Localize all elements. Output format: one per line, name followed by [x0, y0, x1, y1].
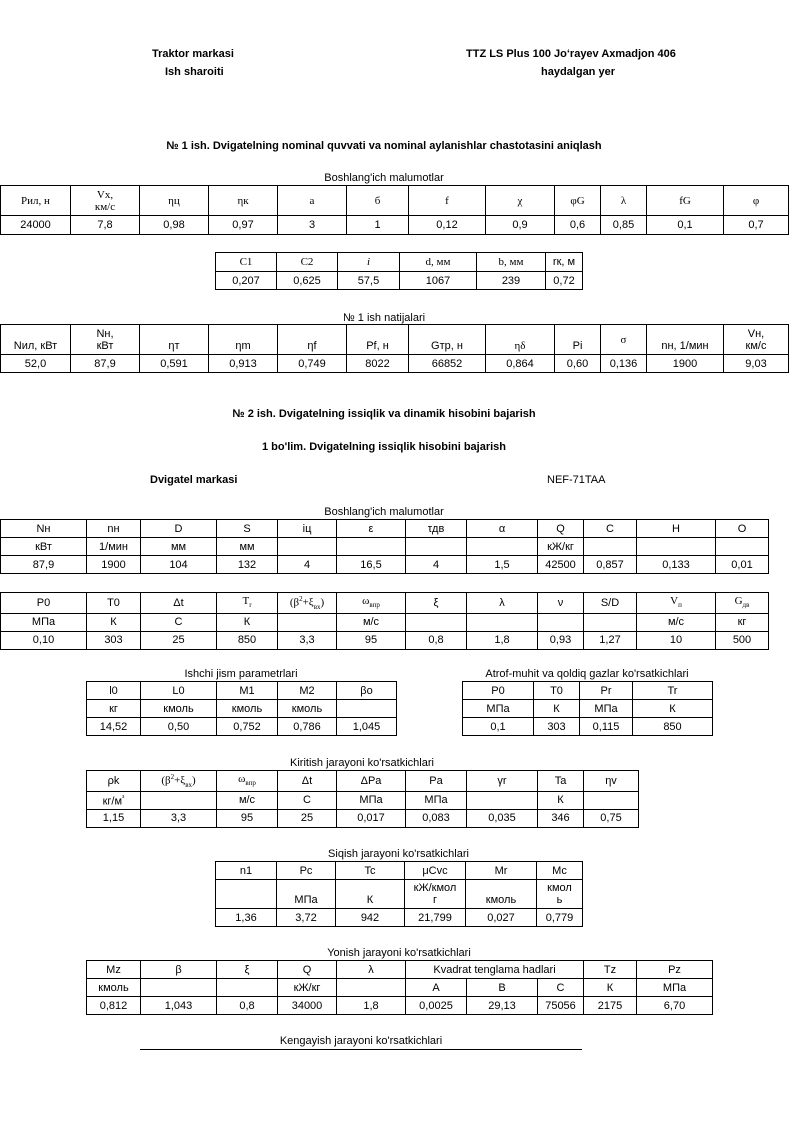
hdr: Tr [633, 682, 713, 700]
expansion-underline [140, 1049, 582, 1050]
unit: МПа [637, 979, 713, 997]
unit: кмоль [217, 700, 278, 718]
hdr: ε [337, 520, 406, 538]
unit-row [1, 613, 769, 631]
cell: 1,15 [87, 809, 141, 827]
cell: 303 [87, 631, 141, 649]
intake-caption: Kiritish jarayoni ko'rsatkichlari [290, 757, 434, 769]
hdr: C [584, 520, 637, 538]
cell: 14,52 [87, 718, 141, 736]
hdr: Q [538, 520, 584, 538]
unit: МПа [463, 700, 534, 718]
hdr-c1: C1 [216, 253, 277, 272]
cell: 3 [278, 216, 347, 235]
expansion-caption: Kengayish jarayoni ko'rsatkichlari [279, 1035, 443, 1047]
hdr: Pc [277, 862, 336, 880]
hdr: βo [337, 682, 397, 700]
cell: 24000 [1, 216, 71, 235]
cell: 0,115 [580, 718, 633, 736]
unit [278, 613, 337, 631]
unit: кмол ь [537, 880, 583, 909]
cell: 95 [337, 631, 406, 649]
hdr-gtr: Gтр, н [409, 325, 486, 355]
cell: 0,027 [466, 909, 537, 927]
hdr-etak: ηк [209, 186, 278, 216]
hdr: nн [87, 520, 141, 538]
cell: 0,1 [463, 718, 534, 736]
cell: 0,75 [584, 809, 639, 827]
cell: 0,133 [637, 556, 716, 574]
cell: 16,5 [337, 556, 406, 574]
unit: C [538, 979, 584, 997]
cell: 1900 [87, 556, 141, 574]
work1-results-table [0, 324, 789, 373]
value-row [1, 216, 789, 235]
work1-coef-table [215, 252, 583, 290]
unit [584, 538, 637, 556]
cell: 0,60 [555, 355, 601, 373]
unit: кг [716, 613, 769, 631]
unit: МПа [277, 880, 336, 909]
cell: 850 [633, 718, 713, 736]
cell: 29,13 [467, 997, 538, 1015]
cell: 0,93 [538, 631, 584, 649]
cell: 0,812 [87, 997, 141, 1015]
unit-row [216, 880, 583, 909]
hdr-t0: T0 [87, 593, 141, 614]
value-row [1, 355, 789, 373]
hdr-etam: ηm [209, 325, 278, 355]
cell: 0,749 [278, 355, 347, 373]
hdr-vx: Vx, км/с [71, 186, 140, 216]
unit: м/с [217, 791, 278, 809]
cell: 10 [637, 631, 716, 649]
hdr-dt: Δt [278, 771, 337, 792]
value-row [1, 556, 769, 574]
combustion-caption: Yonish jarayoni ko'rsatkichlari [327, 947, 471, 959]
hdr: τдв [406, 520, 467, 538]
hdr-nn: Nн, кВт [71, 325, 140, 355]
unit [467, 791, 538, 809]
hdr: α [467, 520, 538, 538]
cell: 4 [278, 556, 337, 574]
cell: 1067 [400, 272, 477, 290]
header-row [216, 862, 583, 880]
unit-row [87, 791, 639, 809]
tractor-label: Traktor markasi [152, 48, 234, 60]
cell: 0,01 [716, 556, 769, 574]
header-row [87, 771, 639, 792]
hdr-d: d, мм [400, 253, 477, 272]
unit: кмоль [466, 880, 537, 909]
unit: мм [217, 538, 278, 556]
cell: 3,3 [278, 631, 337, 649]
hdr: ξ [217, 961, 278, 979]
hdr-pa: Pa [406, 771, 467, 792]
unit: МПа [337, 791, 406, 809]
cell: 0,12 [409, 216, 486, 235]
hdr: Mr [466, 862, 537, 880]
unit [467, 613, 538, 631]
unit-row [1, 538, 769, 556]
unit [217, 979, 278, 997]
unit: К [584, 979, 637, 997]
compression-caption: Siqish jarayoni ko'rsatkichlari [328, 848, 469, 860]
cell: 1,27 [584, 631, 637, 649]
cell: 1,043 [141, 997, 217, 1015]
unit: м/с [637, 613, 716, 631]
hdr-phig: φG [555, 186, 601, 216]
cell: 6,70 [637, 997, 713, 1015]
cell: 0,10 [1, 631, 87, 649]
hdr: M2 [278, 682, 337, 700]
engine-value: NEF-71TAA [547, 474, 606, 486]
unit: К [217, 613, 278, 631]
working-body-table [86, 681, 397, 736]
cell: 0,6 [555, 216, 601, 235]
work2-table-b [0, 592, 769, 650]
cell: 1,8 [467, 631, 538, 649]
hdr: P0 [463, 682, 534, 700]
hdr-nu: ν [538, 593, 584, 614]
condition-label: Ish sharoiti [165, 66, 224, 78]
cell: 87,9 [71, 355, 140, 373]
hdr-tr: $T_r$ [217, 593, 278, 614]
unit [216, 880, 277, 909]
cell: 1,045 [337, 718, 397, 736]
environment-caption: Atrof-muhit va qoldiq gazlar ko'rsatkichlari [485, 668, 689, 680]
cell: 1,5 [467, 556, 538, 574]
hdr-c2: C2 [277, 253, 338, 272]
hdr-rhok: ρk [87, 771, 141, 792]
hdr: D [141, 520, 217, 538]
intake-table [86, 770, 639, 828]
cell: 0,97 [209, 216, 278, 235]
hdr: Mc [537, 862, 583, 880]
unit: м/с [337, 613, 406, 631]
cell: 7,8 [71, 216, 140, 235]
hdr-p0: P0 [1, 593, 87, 614]
cell: 500 [716, 631, 769, 649]
cell: 34000 [278, 997, 337, 1015]
cell: 1900 [647, 355, 724, 373]
cell: 1,36 [216, 909, 277, 927]
cell: 21,799 [405, 909, 466, 927]
cell: 52,0 [1, 355, 71, 373]
hdr-etaf: ηf [278, 325, 347, 355]
hdr-vn: Vн, км/с [724, 325, 789, 355]
hdr: λ [337, 961, 406, 979]
hdr: iц [278, 520, 337, 538]
cell: 850 [217, 631, 278, 649]
unit: кмоль [278, 700, 337, 718]
cell: 1,8 [337, 997, 406, 1015]
combustion-table [86, 960, 713, 1015]
cell: 239 [477, 272, 546, 290]
value-row [1, 631, 769, 649]
hdr-dt: Δt [141, 593, 217, 614]
cell: 303 [534, 718, 580, 736]
unit: $кг/м^{^3}$ [87, 791, 141, 809]
cell: 0,50 [141, 718, 217, 736]
hdr-phi: φ [724, 186, 789, 216]
hdr-dpa: ΔPa [337, 771, 406, 792]
cell: 3,72 [277, 909, 336, 927]
hdr: β [141, 961, 217, 979]
cell: 0,98 [140, 216, 209, 235]
cell: 75056 [538, 997, 584, 1015]
hdr-omega: $\omega_{впр}$ [337, 593, 406, 614]
cell: 25 [278, 809, 337, 827]
value-row [87, 809, 639, 827]
unit [716, 538, 769, 556]
cell: 0,857 [584, 556, 637, 574]
value-row [87, 718, 397, 736]
unit: кг [87, 700, 141, 718]
header-row [1, 186, 789, 216]
cell: 0,864 [486, 355, 555, 373]
hdr-omega: $\omega_{впр}$ [217, 771, 278, 792]
unit: кЖ/кг [278, 979, 337, 997]
cell: 0,136 [601, 355, 647, 373]
unit [141, 791, 217, 809]
hdr: Pr [580, 682, 633, 700]
unit: мм [141, 538, 217, 556]
hdr-b: б [347, 186, 409, 216]
hdr-etats: ηц [140, 186, 209, 216]
hdr: T0 [534, 682, 580, 700]
unit-row [87, 979, 713, 997]
hdr-lambda: λ [467, 593, 538, 614]
unit [584, 613, 637, 631]
unit [337, 538, 406, 556]
unit: МПа [406, 791, 467, 809]
unit [467, 538, 538, 556]
cell: 104 [141, 556, 217, 574]
header-row [216, 253, 583, 272]
cell: 0,017 [337, 809, 406, 827]
hdr: Tz [584, 961, 637, 979]
unit [406, 613, 467, 631]
hdr-a: а [278, 186, 347, 216]
hdr: Pz [637, 961, 713, 979]
unit [278, 538, 337, 556]
working-body-caption: Ishchi jism parametrlari [184, 668, 298, 680]
unit-row [87, 700, 397, 718]
work1-initial-caption: Boshlang'ich malumotlar [324, 172, 444, 184]
condition-value: haydalgan yer [541, 66, 615, 78]
hdr-pf: Pf, н [347, 325, 409, 355]
hdr-fg: fG [647, 186, 724, 216]
tractor-value: TTZ LS Plus 100 Jo‘rayev Axmadjon 406 [466, 48, 676, 60]
hdr-xi: ξ [406, 593, 467, 614]
hdr: H [637, 520, 716, 538]
cell: 942 [336, 909, 405, 927]
header-row [87, 682, 397, 700]
unit: кВт [1, 538, 87, 556]
unit: МПа [1, 613, 87, 631]
cell: 0,591 [140, 355, 209, 373]
hdr-bmm: b, мм [477, 253, 546, 272]
work2-initial-caption: Boshlang'ich malumotlar [324, 506, 444, 518]
cell: 8022 [347, 355, 409, 373]
work2-part1-title: 1 bo'lim. Dvigatelning issiqlik hisobini bajarish [261, 441, 507, 453]
cell: 3,3 [141, 809, 217, 827]
cell: 25 [141, 631, 217, 649]
unit: С [278, 791, 337, 809]
unit: К [336, 880, 405, 909]
hdr: Tc [336, 862, 405, 880]
unit: К [534, 700, 580, 718]
cell: 0,625 [277, 272, 338, 290]
work1-results-caption: № 1 ish natijalari [342, 312, 426, 324]
unit [406, 538, 467, 556]
hdr: μCvc [405, 862, 466, 880]
unit: кЖ/кг [538, 538, 584, 556]
cell: 0,913 [209, 355, 278, 373]
cell: 0,083 [406, 809, 467, 827]
hdr: L0 [141, 682, 217, 700]
hdr: l0 [87, 682, 141, 700]
unit [141, 979, 217, 997]
hdr-sigma: σ [601, 325, 647, 355]
cell: 0,786 [278, 718, 337, 736]
hdr: n1 [216, 862, 277, 880]
cell: 0,85 [601, 216, 647, 235]
cell: 0,1 [647, 216, 724, 235]
cell: 4 [406, 556, 467, 574]
hdr: Q [278, 961, 337, 979]
unit: МПа [580, 700, 633, 718]
work1-initial-table [0, 185, 789, 235]
unit: 1/мин [87, 538, 141, 556]
cell: 0,779 [537, 909, 583, 927]
unit [538, 613, 584, 631]
cell: 1 [347, 216, 409, 235]
hdr-beta-xi: $(\beta^2+\xi_{вх})$ [141, 771, 217, 792]
cell: 0,0025 [406, 997, 467, 1015]
hdr-i: i [338, 253, 400, 272]
hdr-etav: ηv [584, 771, 639, 792]
hdr-nn-rpm: nн, 1/мин [647, 325, 724, 355]
hdr-rk: rк, м [546, 253, 583, 272]
unit: кмоль [141, 700, 217, 718]
cell: 66852 [409, 355, 486, 373]
cell: 2175 [584, 997, 637, 1015]
cell: 0,9 [486, 216, 555, 235]
hdr-ril: Рил, н [1, 186, 71, 216]
unit [584, 791, 639, 809]
hdr-f: f [409, 186, 486, 216]
work2-title: № 2 ish. Dvigatelning issiqlik va dinamik hisobini bajarish [232, 408, 536, 420]
hdr: Mz [87, 961, 141, 979]
hdr-gdv: $G_{дв}$ [716, 593, 769, 614]
header-row [463, 682, 713, 700]
value-row [216, 272, 583, 290]
cell: 57,5 [338, 272, 400, 290]
header-row [1, 325, 789, 355]
cell: 0,752 [217, 718, 278, 736]
value-row [463, 718, 713, 736]
unit: B [467, 979, 538, 997]
hdr-chi: χ [486, 186, 555, 216]
unit: A [406, 979, 467, 997]
unit [637, 538, 716, 556]
cell: 0,7 [724, 216, 789, 235]
work2-table-a [0, 519, 769, 574]
hdr-vp: $V_п$ [637, 593, 716, 614]
cell: 0,035 [467, 809, 538, 827]
cell: 0,8 [217, 997, 278, 1015]
unit-row [463, 700, 713, 718]
unit [337, 700, 397, 718]
cell: 346 [538, 809, 584, 827]
environment-table [462, 681, 713, 736]
header-row [1, 593, 769, 614]
header-row [1, 520, 769, 538]
cell: 87,9 [1, 556, 87, 574]
unit: кЖ/кмол г [405, 880, 466, 909]
cell: 9,03 [724, 355, 789, 373]
cell: 0,72 [546, 272, 583, 290]
cell: 0,8 [406, 631, 467, 649]
value-row [216, 909, 583, 927]
work1-title: № 1 ish. Dvigatelning nominal quvvati va nominal aylanishlar chastotasini aniqlash [166, 140, 602, 152]
hdr-etadelta: ηδ [486, 325, 555, 355]
hdr-ta: Ta [538, 771, 584, 792]
unit: К [538, 791, 584, 809]
unit: К [87, 613, 141, 631]
unit: кмоль [87, 979, 141, 997]
hdr-etat: ηт [140, 325, 209, 355]
cell: 132 [217, 556, 278, 574]
hdr-quadratic: Kvadrat tenglama hadlari [406, 961, 584, 979]
hdr-nil: Nил, кВт [1, 325, 71, 355]
hdr-lambda: λ [601, 186, 647, 216]
unit: К [633, 700, 713, 718]
hdr-pi: Pi [555, 325, 601, 355]
value-row [87, 997, 713, 1015]
cell: 0,207 [216, 272, 277, 290]
hdr: M1 [217, 682, 278, 700]
hdr: Nн [1, 520, 87, 538]
engine-label: Dvigatel markasi [150, 474, 238, 486]
hdr-beta-xi: $(\beta^2+\xi_{вх})$ [278, 593, 337, 614]
hdr: O [716, 520, 769, 538]
unit [337, 979, 406, 997]
hdr: S [217, 520, 278, 538]
hdr-gamma: γr [467, 771, 538, 792]
hdr-sd: S/D [584, 593, 637, 614]
header-row [87, 961, 713, 979]
cell: 95 [217, 809, 278, 827]
cell: 42500 [538, 556, 584, 574]
compression-table [215, 861, 583, 927]
unit: С [141, 613, 217, 631]
